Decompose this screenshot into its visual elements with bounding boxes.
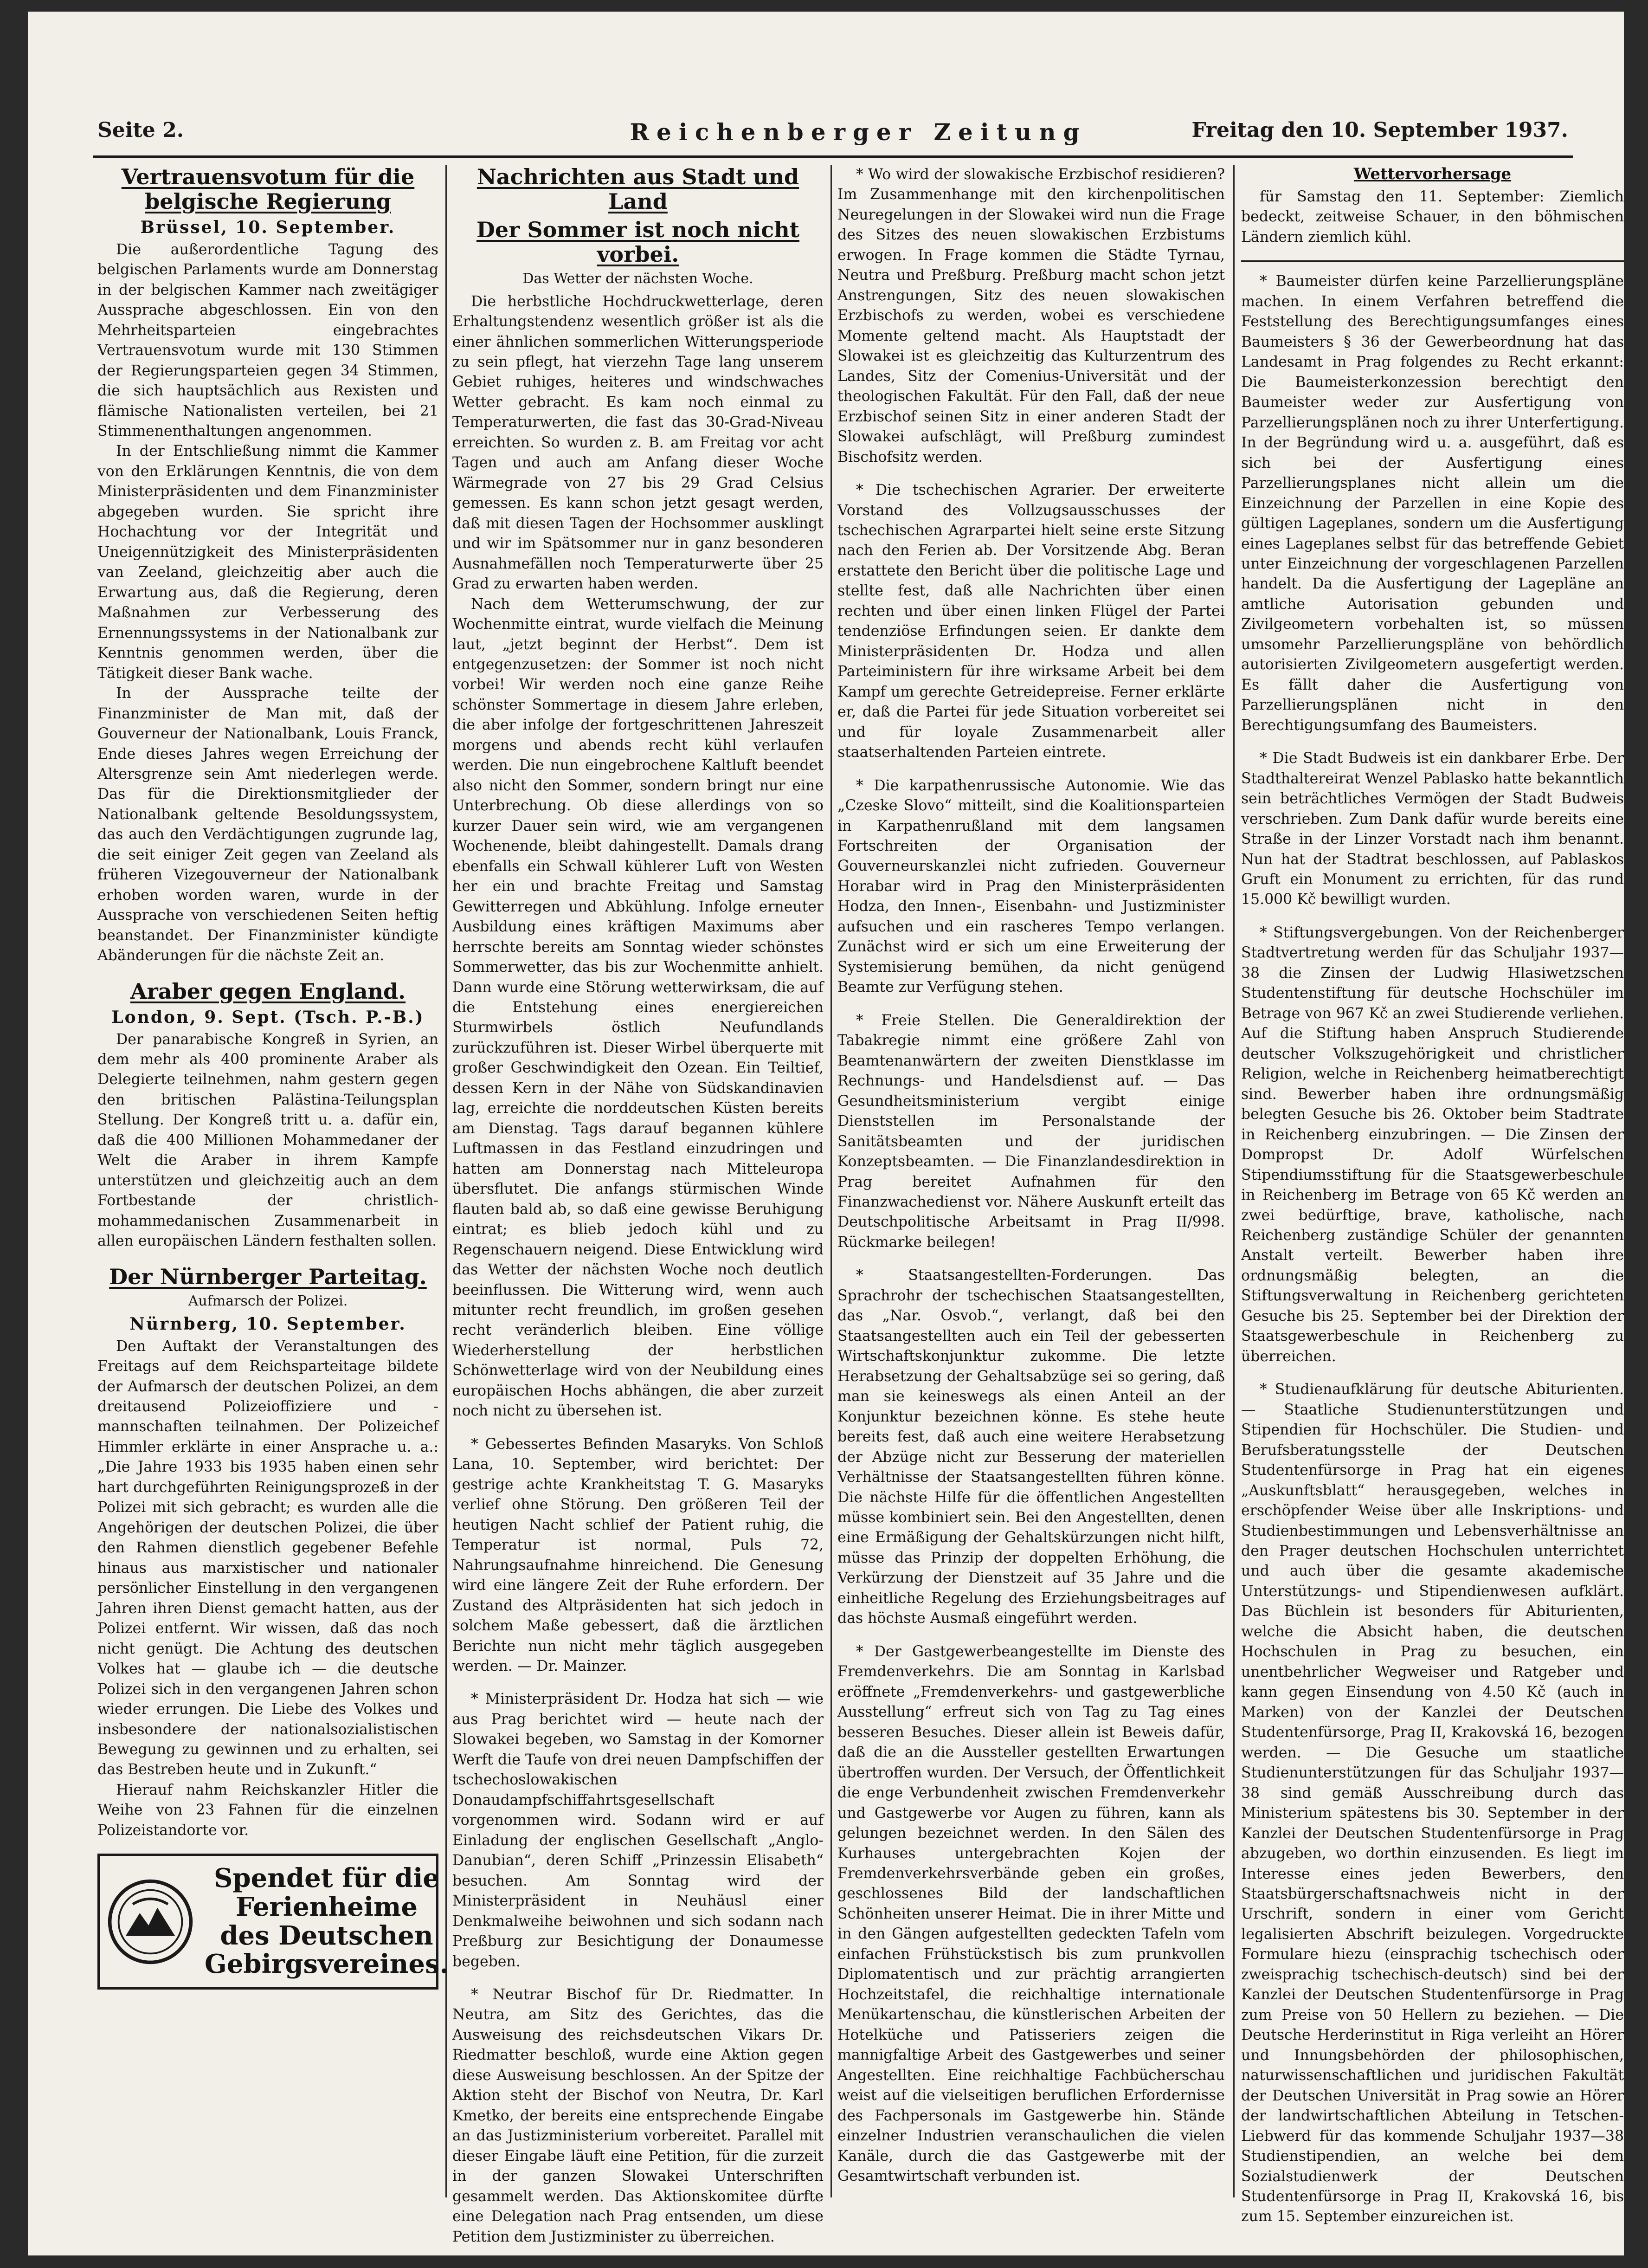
paragraph: * Die tschechischen Agrarier. Der erweiterte Vorstand des Vollzugsausschusses der tschechischen Agrarpartei hielt seine erste Sitzung nach den Ferien ab. Der Vorsitzende Abg. Beran erstattete den Bericht über die politische Lage und stellte fest, daß alle Nachrichten über einen rechten und über einen linken Flügel der Partei tendenziöse Erfindungen seien. Er dankte dem Ministerpräsidenten Dr. Hodza und allen Parteiministern für ihre wirksame Arbeit bei dem Kampf um gerechte Getreidepreise. Ferner erklärte er, daß die Partei für jede Situation vorbereitet sei und für loyale Zusammenarbeit aller staatserhaltenden Parteien eintrete.: [837, 482, 1225, 761]
paragraph: * Wo wird der slowakische Erzbischof residieren? Im Zusammenhange mit den kirchenpolitischen Neuregelungen in der Slowakei wird nun die Frage des Sitzes des neuen slowakischen Erzbistums erwogen. In Frage kommen die Städte Tyrnau, Neutra und Preßburg. Preßburg macht schon jetzt Anstrengungen, Sitz des neuen slowakischen Erzbischofs zu werden, wobei es verschiedene Momente geltend macht. Als Hauptstadt der Slowakei ist es gleichzeitig das Kulturzentrum des Landes, Sitz der Comenius-Universität und der theologischen Fakultät. Für den Fall, daß der neue Erzbischof seinen Sitz in einer anderen Stadt der Slowakei aufschlägt, will Preßburg zumindest Bischofsitz werden.: [837, 166, 1225, 465]
paragraph: Der panarabische Kongreß in Syrien, an dem mehr als 400 prominente Araber als Delegierte teilnehmen, nahm gestern gegen den britischen Palästina-Teilungsplan Stellung. Der Kongreß tritt u. a. dafür ein, daß die 400 Millionen Mohammedaner der Welt die Araber in ihrem Kampfe unterstützen und gleichzeitig auch an dem Fortbestande der christlich-mohammedanischen Zusammenarbeit in allen europäischen Ländern festhalten sollen.: [97, 1031, 438, 1250]
weather-forecast: [1241, 165, 1624, 247]
ad-line: Ferienheime: [236, 1891, 418, 1922]
seal-emblem-icon: [106, 1878, 194, 1966]
weather-title: Wettervorhersage: [1353, 165, 1512, 183]
article-carpathian: [837, 776, 1225, 998]
header-rule: [93, 155, 1573, 158]
article-hodza: [452, 1689, 824, 1972]
paragraph: * Die karpathenrussische Autonomie. Wie das „Czeske Slovo“ mitteilt, sind die Koalitionsparteien in Karpathenrußland mit dem langsamen Fortschreiten der Organisation der Gouverneurskanzlei nicht zufrieden. Gouverneur Horabar wird in Prag den Ministerpräsidenten Hodza, den Innen-, Eisenbahn- und Justizminister aufsuchen und ein rascheres Tempo verlangen. Zunächst wird er sich um eine Erweiterung der Systemisierung bemühen, da nicht genügend Beamte zur Verfügung stehen.: [837, 777, 1225, 996]
column-3: [837, 165, 1225, 2193]
column-1: [97, 164, 449, 2193]
paragraph: Nach dem Wetterumschwung, der zur Wochenmitte eintrat, wurde vielfach die Meinung laut, „jetzt beginnt der Herbst“. Dem ist entgegenzusetzen: der Sommer ist noch nicht vorbei! Wir werden noch eine ganze Reihe schönster Sommertage in diesem Jahre erleben, die aber infolge der fortgeschrittenen Jahreszeit morgens und abends recht kühl verlaufen werden. Die nun eingebrochene Kaltluft beendet also nicht den Sommer, sondern bringt nur eine Unterbrechung. Ob diese allerdings von so kurzer Dauer sein wird, wie am vergangenen Wochenende, bleibt dahingestellt. Damals drang ebenfalls ein Schwall kühlerer Luft von Westen her ein und brachte Freitag und Samstag Gewitterregen und Abkühlung. Infolge erneuter Ausbildung eines kräftigen Maximums aber herrschte bereits am Sonntag wieder schönstes Sommerwetter, das bis zur Wochenmitte anhielt. Dann wurde eine Störung wetterwirksam, die auf die Entstehung eines energiereichen Sturmwirbels östlich Neufundlands zurückzuführen ist. Dieser Wirbel überquerte mit großer Geschwindigkeit den Ozean. Ein Teiltief, dessen Kern in der Nähe von Südskandinavien lag, erreichte die norddeutschen Küsten bereits am Dienstag. Tags darauf begannen kühlere Luftmassen in das Festland einzudringen und hatten am Donnerstag nach Mitteleuropa übersflutet. Die anfangs stürmischen Winde flauten bald ab, so daß eine gewisse Beruhigung eintrat; es blieb jedoch kühl und zu Regenschauern neigend. Diese Entwicklung wird das Wetter der nächsten Woche noch deutlich beeinflussen. Die Witterung wird, wenn auch mitunter recht freundlich, im großen gesehen recht veränderlich bleiben. Eine völlige Wiederherstellung der herbstlichen Schönwetterlage wird von der Neubildung eines europäischen Hochs abhängen, die aber zurzeit noch nicht zu übersehen ist.: [452, 595, 824, 1420]
dateline: Nürnberg, 10. September.: [129, 1314, 406, 1334]
paragraph: Die herbstliche Hochdruckwetterlage, deren Erhaltungstendenz wesentlich größer ist als die einer ähnlichen sommerlichen Witterungsperiode zu sein pflegt, hat vierzehn Tage lang unserem Gebiet ruhiges, heiteres und windschwaches Wetter gebracht. Es kam noch einmal zu Temperaturwerten, die fast das 30-Grad-Niveau erreichten. So wurden z. B. am Freitag vor acht Tagen und auch am Anfang dieser Woche Wärmegrade von 27 bis 29 Grad Celsius gemessen. Es kann schon jetzt gesagt werden, daß mit diesen Tagen der Hochsommer ausklingt und wir im Spätsommer nur in ganz besonderen Ausnahmefällen noch Temperaturwerte über 25 Grad zu erwarten haben werden.: [452, 293, 824, 593]
page-number: Seite 2.: [97, 118, 184, 142]
column-4: [1241, 165, 1624, 2225]
article-nuremberg: [97, 1265, 438, 1841]
headline: Der Sommer ist noch nicht vorbei.: [476, 217, 800, 267]
article-masaryk: [452, 1434, 824, 1677]
paragraph: * Baumeister dürfen keine Parzellierungspläne machen. In einem Verfahren betreffend die Feststellung des Berechtigungsumfanges eines Baumeisters § 36 der Gewerbeordnung hat das Landesamt in Prag folgendes zu Recht erkannt: Die Baumeisterkonzession berechtigt den Baumeister weder zur Ausfertigung von Parzellierungsplänen noch zu ihrer Unterfertigung. In der Begründung wird u. a. ausgeführt, daß es sich bei der Ausfertigung eines Parzellierungsplanes nicht allein um die Einzeichnung der Parzellen in eine Kopie des gültigen Lageplanes, sondern um die Ausfertigung eines Lageplanes selbst für das betreffende Gebiet unter Einzeichnung der vorgeschlagenen Parzellen handelt. Da die Ausfertigung der Lagepläne an amtliche Autorisation gebunden und Zivilgeometern vorbehalten ist, so müssen umsomehr Parzellierungspläne von behördlich autorisierten Zivilgeometern ausgefertigt werden. Es fällt daher die Ausfertigung von Parzellierungsplänen nicht in den Berechtigungsumfang des Baumeisters.: [1241, 273, 1624, 734]
section-local-news: [452, 165, 824, 1422]
paragraph: * Studienaufklärung für deutsche Abiturienten. — Staatliche Studienunterstützungen und Stipendien für Hochschüler. Die Studien- und Berufsberatungsstelle der Deutschen Studentenfürsorge in Prag hat ein eigenes „Auskunftsblatt“ herausgegeben, welches in erschöpfender Weise über alle Inskriptions- und Studienbestimmungen und Lebensverhältnisse an den Prager deutschen Hochschulen unterrichtet und auch über die gesamte akademische Unterstützungs- und Stipendienwesen aufklärt. Das Büchlein ist besonders für Abiturienten, welche die Absicht haben, die deutschen Hochschulen in Prag zu besuchen, ein unentbehrlicher Wegweiser und Ratgeber und kann gegen Einsendung von 4.50 Kč (auch in Marken) von der Kanzlei der Deutschen Studentenfürsorge, Prag II, Krakovská 16, bezogen werden. — Die Gesuche um staatliche Studienunterstützungen für das Schuljahr 1937—38 sind gemäß Ausschreibung durch das Ministerium spätestens bis 30. September in der Kanzlei der Deutschen Studentenfürsorge in Prag abzugeben, wo dorthin einzusenden. Es liegt im Interesse eines jeden Bewerbers, den Staatsbürgerschaftsnachweis nicht in der Urschrift, sondern in einer vom Gericht legalisierten Abschrift beizulegen. Vorgedruckte Formulare hiezu (einsprachig tschechisch oder zweisprachig tschechisch-deutsch) sind bei der Kanzlei der Deutschen Studentenfürsorge in Prag zum Preise von 50 Hellern zu beziehen. — Die Deutsche Herderinstitut in Riga verleiht an Hörer und Innungsbehörden der philosophischen, naturwissenschaftlichen und juridischen Fakultät der Deutschen Universität in Prag sowie an Hörer der landwirtschaftlichen Abteilung in Tetschen-Liebwerd für das kommende Schuljahr 1937—38 Studienstipendien, an welche bei dem Sozialstudienwerk der Deutschen Studentenfürsorge in Prag II, Krakovská 16, bis zum 15. September einzureichen ist.: [1241, 1381, 1624, 2225]
section-title: Nachrichten aus Stadt und Land: [476, 164, 799, 214]
article-agrarians: [837, 480, 1225, 763]
article-hospitality: [837, 1642, 1225, 2187]
article-riedmatter: [452, 1985, 824, 2247]
article-foundations: [1241, 923, 1624, 1367]
issue-date: Freitag den 10. September 1937.: [1191, 118, 1568, 142]
article-arabs: [97, 979, 438, 1252]
advertisement-box: [97, 1854, 449, 1989]
subheadline: Aufmarsch der Polizei.: [188, 1292, 348, 1309]
column-rule: [830, 165, 832, 2197]
article-students: [1241, 1380, 1624, 2227]
article-vacancies: [837, 1011, 1225, 1253]
column-rule: [1233, 165, 1235, 2197]
article-builders: [1241, 271, 1624, 736]
paragraph: * Neutrar Bischof für Dr. Riedmatter. In Neutra, am Sitz des Gerichtes, das die Ausweisung des reichsdeutschen Vikars Dr. Riedmatter beschloß, wurde eine Aktion gegen diese Ausweisung beschlossen. An der Spitze der Aktion steht der Bischof von Neutra, Dr. Karl Kmetko, der bereits eine entsprechende Eingabe an das Justizministerium vorbereitet. Parallel mit dieser Eingabe läuft eine Petition, für die zurzeit in der ganzen Slowakei Unterschriften gesammelt werden. Das Aktionskomitee dürfte eine Delegation nach Prag entsenden, um diese Petition dem Justizminister zu überreichen.: [452, 1986, 824, 2245]
advertisement-text: [205, 1864, 449, 1978]
newspaper-page: [28, 12, 1624, 2255]
article-budweis: [1241, 749, 1624, 910]
article-belgium: [97, 165, 438, 966]
paragraph: * Freie Stellen. Die Generaldirektion der Tabakregie nimmt eine größere Zahl von Beamtenanwärtern der zweiten Dienstklasse im Rechnungs- und Handelsdienst auf. — Das Gesundheitsministerium vergibt einige Dienststellen im Personalstande der Sanitätsbeamten und der juridischen Konzeptsbeamten. — Die Finanzlandesdirektion in Prag bereitet Aufnahmen für den Finanzwachedienst vor. Nähere Auskunft erteilt das Deutschpolitische Arbeitsamt in Prag II/998. Rückmarke beilegen!: [837, 1012, 1225, 1251]
headline: Vertrauensvotum für die belgische Regierung: [121, 164, 415, 214]
dateline: Brüssel, 10. September.: [140, 217, 396, 237]
paragraph: * Gebessertes Befinden Masaryks. Von Schloß Lana, 10. September, wird berichtet: Der gestrige achte Krankheitstag T. G. Masaryks verlief ohne Störung. Den größeren Teil der heutigen Nacht schlief der Patient ruhig, die Temperatur ist normal, Puls 72, Nahrungsaufnahme hinreichend. Die Genesung wird eine längere Zeit der Ruhe erfordern. Der Zustand des Altpräsidenten hat sich jedoch in solchem Maße gebessert, daß die ärztlichen Berichte nun nicht mehr täglich ausgegeben werden. — Dr. Mainzer.: [452, 1435, 824, 1674]
section-rule: [1241, 260, 1624, 262]
paragraph: * Die Stadt Budweis ist ein dankbarer Erbe. Der Stadthaltereirat Wenzel Pablasko hatte bekanntlich sein beträchtliches Vermögen der Stadt Budweis verschrieben. Zum Dank dafür wurde bereits eine Straße in der Linzer Vorstadt nach ihm benannt. Nun hat der Stadtrat beschlossen, auf Pablaskos Gruft ein Monument zu errichten, für das rund 15.000 Kč bewilligt wurden.: [1241, 750, 1624, 908]
paragraph: * Staatsangestellten-Forderungen. Das Sprachrohr der tschechischen Staatsangestellten, das „Nar. Osvob.“, verlangt, daß bei den Staatsangestellten auch ein Teil der gebesserten Wirtschaftskonjunktur zukomme. Die letzte Herabsetzung der Gehaltsabzüge sei so gering, daß man sie keineswegs als einen Anteil an der Konjunktur bezeichnen könne. Es stehe heute bereits fest, daß auch eine weitere Herabsetzung der Abzüge nicht zur Besserung der materiellen Verhältnisse der Staatsangestellten führen könne. Die nächste Hilfe für die öffentlichen Angestellten müsse kombiniert sein. Bei den Angestellten, denen eine Ermäßigung der Gehaltskürzungen nicht hilft, müsse das Prinzip der doppelten Erhöhung, die Verkürzung der Dienstzeit auf 35 Jahre und die einheitliche Regelung des Erziehungsbeitrages auf das höchste Ausmaß eingeführt werden.: [837, 1267, 1225, 1627]
headline: Araber gegen England.: [130, 978, 406, 1004]
paragraph: Hierauf nahm Reichskanzler Hitler die Weihe von 23 Fahnen für die einzelnen Polizeistandorte vor.: [97, 1781, 438, 1839]
newspaper-title: Reichenberger Zeitung: [630, 118, 1087, 146]
paragraph: Den Auftakt der Veranstaltungen des Freitags auf dem Reichsparteitage bildete der Aufmarsch der deutschen Polizei, an dem dreitausend Polizeioffiziere und -mannschaften teilnahmen. Der Polizeichef Himmler erklärte in einer Ansprache u. a.: „Die Jahre 1933 bis 1935 haben einen sehr hart durchgeführten Reinigungsprozeß in der Polizei mit sich gebracht; es wurden alle die Angehörigen der deutschen Polizei, die über den Rahmen dienstlich gegebener Befehle hinaus aus marxistischer und nationaler persönlicher Einstellung in den vergangenen Jahren ihren Dienst gemacht hatten, aus der Polizei entfernt. Wir wissen, daß das noch nicht genügt. Die Achtung des deutschen Volkes hat — glaube ich — die deutsche Polizei sich in den vergangenen Jahren schon wieder errungen. Die Liebe des Volkes und insbesondere der nationalsozialistischen Bewegung zu gewinnen und zu erhalten, sei das Bestreben heute und in Zukunft.“: [97, 1338, 438, 1778]
paragraph: In der Entschließung nimmt die Kammer von den Erklärungen Kenntnis, die von dem Ministerpräsidenten und dem Finanzminister abgegeben wurden. Sie spricht ihre Hochachtung vor der Integrität und Uneigennützigkeit des Ministerpräsidenten van Zeeland, gleichzeitig aber auch die Erwartung aus, daß die Regierung, deren Maßnahmen zur Verbesserung des Ernennungssystems in der Nationalbank zur Kenntnis genommen werden, über die Tätigkeit dieser Bank wache.: [97, 443, 438, 682]
article-archbishop: [837, 165, 1225, 467]
paragraph: * Ministerpräsident Dr. Hodza hat sich — wie aus Prag berichtet wird — heute nach der Slowakei begeben, wo Samstag in der Komorner Werft die Taufe von drei neuen Dampfschiffen der tschechoslowakischen Donaudampfschiffahrtsgesellschaft vorgenommen wird. Sodann wird er auf Einladung der englischen Gesellschaft „Anglo-Danubian“, deren Schiff „Prinzessin Elisabeth“ besuchen. Am Sonntag wird der Ministerpräsident in Neuhäusl einer Denkmalweihe beiwohnen und sich sodann nach Preßburg zur Besichtigung der Donaumesse begeben.: [452, 1691, 824, 1970]
paragraph: für Samstag den 11. September: Ziemlich bedeckt, zeitweise Schauer, in den böhmischen Ländern ziemlich kühl.: [1241, 188, 1624, 246]
ad-line: Gebirgsvereines.: [205, 1949, 449, 1980]
paragraph: * Stiftungsvergebungen. Von der Reichenberger Stadtvertretung werden für das Schuljahr 1937—38 die Zinsen der Ludwig Hlasiwetzschen Studentenstiftung für deutsche Hochschüler im Betrage von 967 Kč an zwei Studierende verliehen. Auf die Stiftung haben Anspruch Studierende deutscher Volkszugehörigkeit und christlicher Religion, welche in Reichenberg heimatberechtigt sind. Bewerber haben ihre ordnungsmäßig belegten Gesuche bis 26. Oktober beim Stadtrate in Reichenberg einzubringen. — Die Zinsen der Dompropst Dr. Adolf Würfelschen Stipendiumsstiftung für die Staatsgewerbeschule in Reichenberg im Betrage von 65 Kč werden an zwei bedürftige, brave, katholische, nach Reichenberg zuständige Schüler der genannten Anstalt verteilt. Bewerber haben ihre ordnungsmäßig belegten, an die Stiftungsverwaltung in Reichenberg gerichteten Gesuche bis 25. September bei der Direktion der Staatsgewerbeschule in Reichenberg zu überreichen.: [1241, 924, 1624, 1365]
paragraph: * Der Gastgewerbeangestellte im Dienste des Fremdenverkehrs. Die am Sonntag in Karlsbad eröffnete „Fremdenverkehrs- und gastgewerbliche Ausstellung“ erfreut sich von Tag zu Tag eines besseren Besuches. Dieser allein ist Beweis dafür, daß die an die Aussteller gestellten Erwartungen übertroffen wurden. Der Versuch, der Öffentlichkeit die enge Verbundenheit zwischen Fremdenverkehr und Gastgewerbe vor Augen zu führen, kann als gelungen bezeichnet werden. In den Sälen des Kurhauses untergebrachten Kojen der Fremdenverkehrsverbände geben ein großes, geschlossenes Bild der landschaftlichen Schönheiten unserer Heimat. Die in ihrer Mitte und in den Gängen aufgestellten gedeckten Tafeln vom einfachen Frühstückstisch bis zum prunkvollen Diplomatentisch und zur prächtig arrangierten Hochzeitstafel, die reichhaltige internationale Menükartenschau, die künstlerischen Arbeiten der Hotelküche und Patisseriers zeigen die mannigfaltige Arbeit des Gastgewerbes und seiner Angestellten. Eine reichhaltige Fachbücherschau weist auf die vielseitigen beruflichen Erfordernisse des Fachpersonals im Gastgewerbe hin. Stände einzelner Industrien veranschaulichen die vielen Kanäle, durch die das Gastgewerbe mit der Gesamtwirtschaft verbunden ist.: [837, 1643, 1225, 2184]
ad-line: Spendet für die: [214, 1863, 439, 1894]
ad-line: des Deutschen: [220, 1920, 433, 1951]
subheadline: Das Wetter der nächsten Woche.: [522, 270, 753, 287]
headline: Der Nürnberger Parteitag.: [109, 1264, 427, 1289]
paragraph: Die außerordentliche Tagung des belgischen Parlaments wurde am Donnerstag in der belgischen Kammer nach zweitägiger Aussprache abgeschlossen. Ein von den Mehrheitsparteien eingebrachtes Vertrauensvotum wurde mit 130 Stimmen der Regierungsparteien gegen 34 Stimmen, die sich hauptsächlich aus Rexisten und flämische Nationalisten verteilen, bei 21 Stimmenenthaltungen angenommen.: [97, 241, 438, 439]
column-2: [452, 164, 824, 2245]
article-state-employees: [837, 1266, 1225, 1628]
paragraph: In der Aussprache teilte der Finanzminister de Man mit, daß der Gouverneur der Nationalbank, Louis Franck, Ende dieses Jahres wegen Erreichung der Altersgrenze sein Amt niederlegen werde. Das für die Direktionsmitglieder der Nationalbank geltende Besoldungssystem, das auch den Verdächtigungen zugrunde lag, die seit einiger Zeit gegen van Zeeland als früheren Vizegouverneur der Nationalbank erhoben worden waren, wurde in der Aussprache von verschiedenen Seiten heftig beanstandet. Der Finanzminister kündigte Abänderungen für die nächste Zeit an.: [97, 685, 438, 964]
dateline: London, 9. Sept. (Tsch. P.-B.): [111, 1007, 425, 1027]
